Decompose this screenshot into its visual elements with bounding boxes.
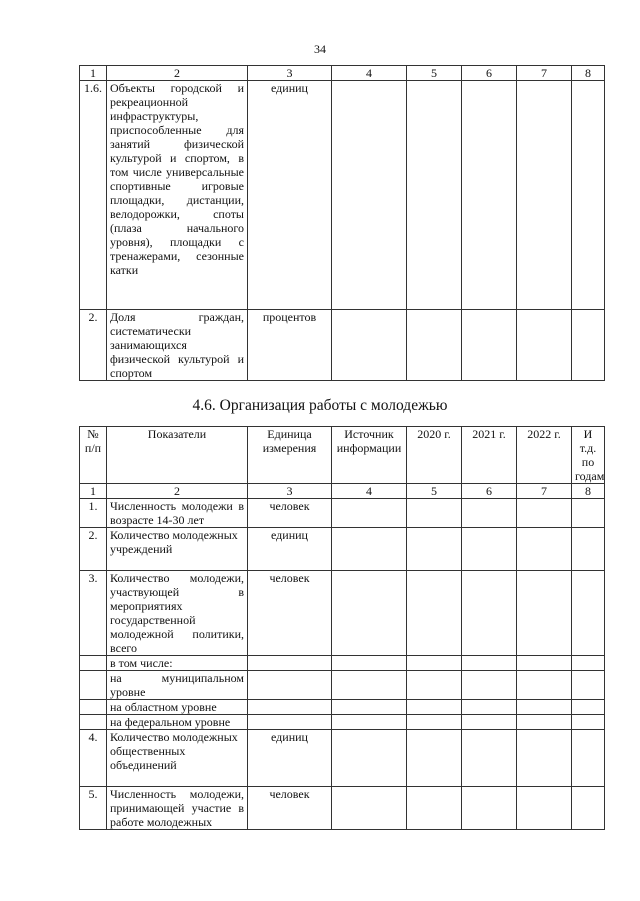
col-number: 4: [332, 66, 407, 81]
section-title: 4.6. Организация работы с молодежью: [192, 397, 448, 414]
col-number: 6: [462, 484, 517, 499]
empty-cell: [572, 81, 605, 310]
empty-cell: [462, 700, 517, 715]
empty-cell: [517, 656, 572, 671]
unit-cell: [248, 656, 332, 671]
empty-cell: [332, 700, 407, 715]
empty-cell: [462, 730, 517, 787]
table-row: [80, 715, 605, 730]
row-number: 5.: [80, 787, 107, 830]
empty-cell: [462, 571, 517, 656]
indicator-cell: на федеральном уровне: [107, 715, 248, 730]
unit-cell: единиц: [248, 730, 332, 787]
empty-cell: [572, 715, 605, 730]
empty-cell: [462, 656, 517, 671]
header-source: Источник информации: [332, 427, 407, 484]
empty-cell: [332, 787, 407, 830]
table-row: [80, 81, 605, 310]
empty-cell: [517, 730, 572, 787]
col-number: 7: [517, 484, 572, 499]
col-number: 1: [80, 66, 107, 81]
unit-cell: человек: [248, 787, 332, 830]
unit-cell: [248, 715, 332, 730]
col-number: 3: [248, 66, 332, 81]
empty-cell: [407, 671, 462, 700]
col-number: 6: [462, 66, 517, 81]
empty-cell: [407, 571, 462, 656]
table-youth-indicators: [79, 426, 605, 830]
row-number: 2.: [80, 528, 107, 571]
unit-cell: [248, 700, 332, 715]
table-sport-indicators: [79, 65, 605, 381]
table-row: [80, 787, 605, 830]
table-row: [80, 310, 605, 381]
empty-cell: [517, 310, 572, 381]
indicator-cell: Объекты городской и рекреационной инфраструктуры, приспособленные для занятий физической культурой и спортом, в том числе универсальные спортивные игровые площадки, дистанции, велодорожки, споты (плаза начального уровня), площадки с тренажерами, сезонные катки: [107, 81, 248, 310]
header-2021: 2021 г.: [462, 427, 517, 484]
indicator-cell: на областном уровне: [107, 700, 248, 715]
empty-cell: [572, 528, 605, 571]
empty-cell: [572, 499, 605, 528]
indicator-cell: Численность молодежи в возрасте 14-30 лет: [107, 499, 248, 528]
empty-cell: [407, 715, 462, 730]
empty-cell: [572, 730, 605, 787]
unit-cell: человек: [248, 571, 332, 656]
indicator-cell: Доля граждан, систематически занимающихся физической культурой и спортом: [107, 310, 248, 381]
row-number: [80, 700, 107, 715]
empty-cell: [332, 81, 407, 310]
empty-cell: [332, 730, 407, 787]
empty-cell: [407, 730, 462, 787]
indicator-cell: Количество молодежи, участвующей в мероприятиях государственной молодежной политики, всего: [107, 571, 248, 656]
empty-cell: [462, 715, 517, 730]
header-etc: И т.д. по годам: [572, 427, 605, 484]
col-number: 8: [572, 66, 605, 81]
indicator-cell: Количество молодежных общественных объединений: [107, 730, 248, 787]
empty-cell: [407, 310, 462, 381]
col-number: 8: [572, 484, 605, 499]
column-number-row: [80, 484, 605, 499]
empty-cell: [332, 571, 407, 656]
empty-cell: [332, 528, 407, 571]
row-number: 2.: [80, 310, 107, 381]
empty-cell: [517, 499, 572, 528]
row-number: 1.6.: [80, 81, 107, 310]
empty-cell: [462, 499, 517, 528]
empty-cell: [572, 310, 605, 381]
table-row: [80, 499, 605, 528]
table-row: [80, 730, 605, 787]
empty-cell: [572, 671, 605, 700]
empty-cell: [332, 656, 407, 671]
empty-cell: [572, 656, 605, 671]
table-row: [80, 656, 605, 671]
empty-cell: [517, 81, 572, 310]
empty-cell: [462, 787, 517, 830]
empty-cell: [517, 787, 572, 830]
header-row: [80, 427, 605, 484]
unit-cell: процентов: [248, 310, 332, 381]
empty-cell: [517, 671, 572, 700]
row-number: [80, 671, 107, 700]
empty-cell: [517, 528, 572, 571]
empty-cell: [517, 700, 572, 715]
unit-cell: единиц: [248, 81, 332, 310]
empty-cell: [332, 671, 407, 700]
col-number: 1: [80, 484, 107, 499]
table-row: [80, 571, 605, 656]
empty-cell: [332, 310, 407, 381]
col-number: 5: [407, 66, 462, 81]
empty-cell: [407, 656, 462, 671]
empty-cell: [572, 700, 605, 715]
table-row: [80, 700, 605, 715]
empty-cell: [407, 787, 462, 830]
empty-cell: [462, 528, 517, 571]
row-number: 3.: [80, 571, 107, 656]
row-number: 1.: [80, 499, 107, 528]
empty-cell: [407, 528, 462, 571]
col-number: 2: [107, 484, 248, 499]
empty-cell: [407, 499, 462, 528]
empty-cell: [517, 571, 572, 656]
indicator-cell: Количество молодежных учреждений: [107, 528, 248, 571]
empty-cell: [462, 81, 517, 310]
header-2022: 2022 г.: [517, 427, 572, 484]
empty-cell: [407, 700, 462, 715]
row-number: 4.: [80, 730, 107, 787]
col-number: 2: [107, 66, 248, 81]
unit-cell: человек: [248, 499, 332, 528]
header-num: № п/п: [80, 427, 107, 484]
col-number: 3: [248, 484, 332, 499]
header-2020: 2020 г.: [407, 427, 462, 484]
empty-cell: [462, 310, 517, 381]
row-number: [80, 656, 107, 671]
header-indicator: Показатели: [107, 427, 248, 484]
indicator-cell: в том числе:: [107, 656, 248, 671]
column-number-row: [80, 66, 605, 81]
table-row: [80, 671, 605, 700]
col-number: 4: [332, 484, 407, 499]
empty-cell: [332, 499, 407, 528]
indicator-cell: на муниципальном уровне: [107, 671, 248, 700]
empty-cell: [332, 715, 407, 730]
header-unit: Единица измерения: [248, 427, 332, 484]
page-number: 34: [314, 42, 326, 56]
unit-cell: единиц: [248, 528, 332, 571]
indicator-cell: Численность молодежи, принимающей участие в работе молодежных: [107, 787, 248, 830]
col-number: 7: [517, 66, 572, 81]
empty-cell: [572, 571, 605, 656]
unit-cell: [248, 671, 332, 700]
table-row: [80, 528, 605, 571]
empty-cell: [572, 787, 605, 830]
empty-cell: [462, 671, 517, 700]
empty-cell: [407, 81, 462, 310]
row-number: [80, 715, 107, 730]
col-number: 5: [407, 484, 462, 499]
empty-cell: [517, 715, 572, 730]
